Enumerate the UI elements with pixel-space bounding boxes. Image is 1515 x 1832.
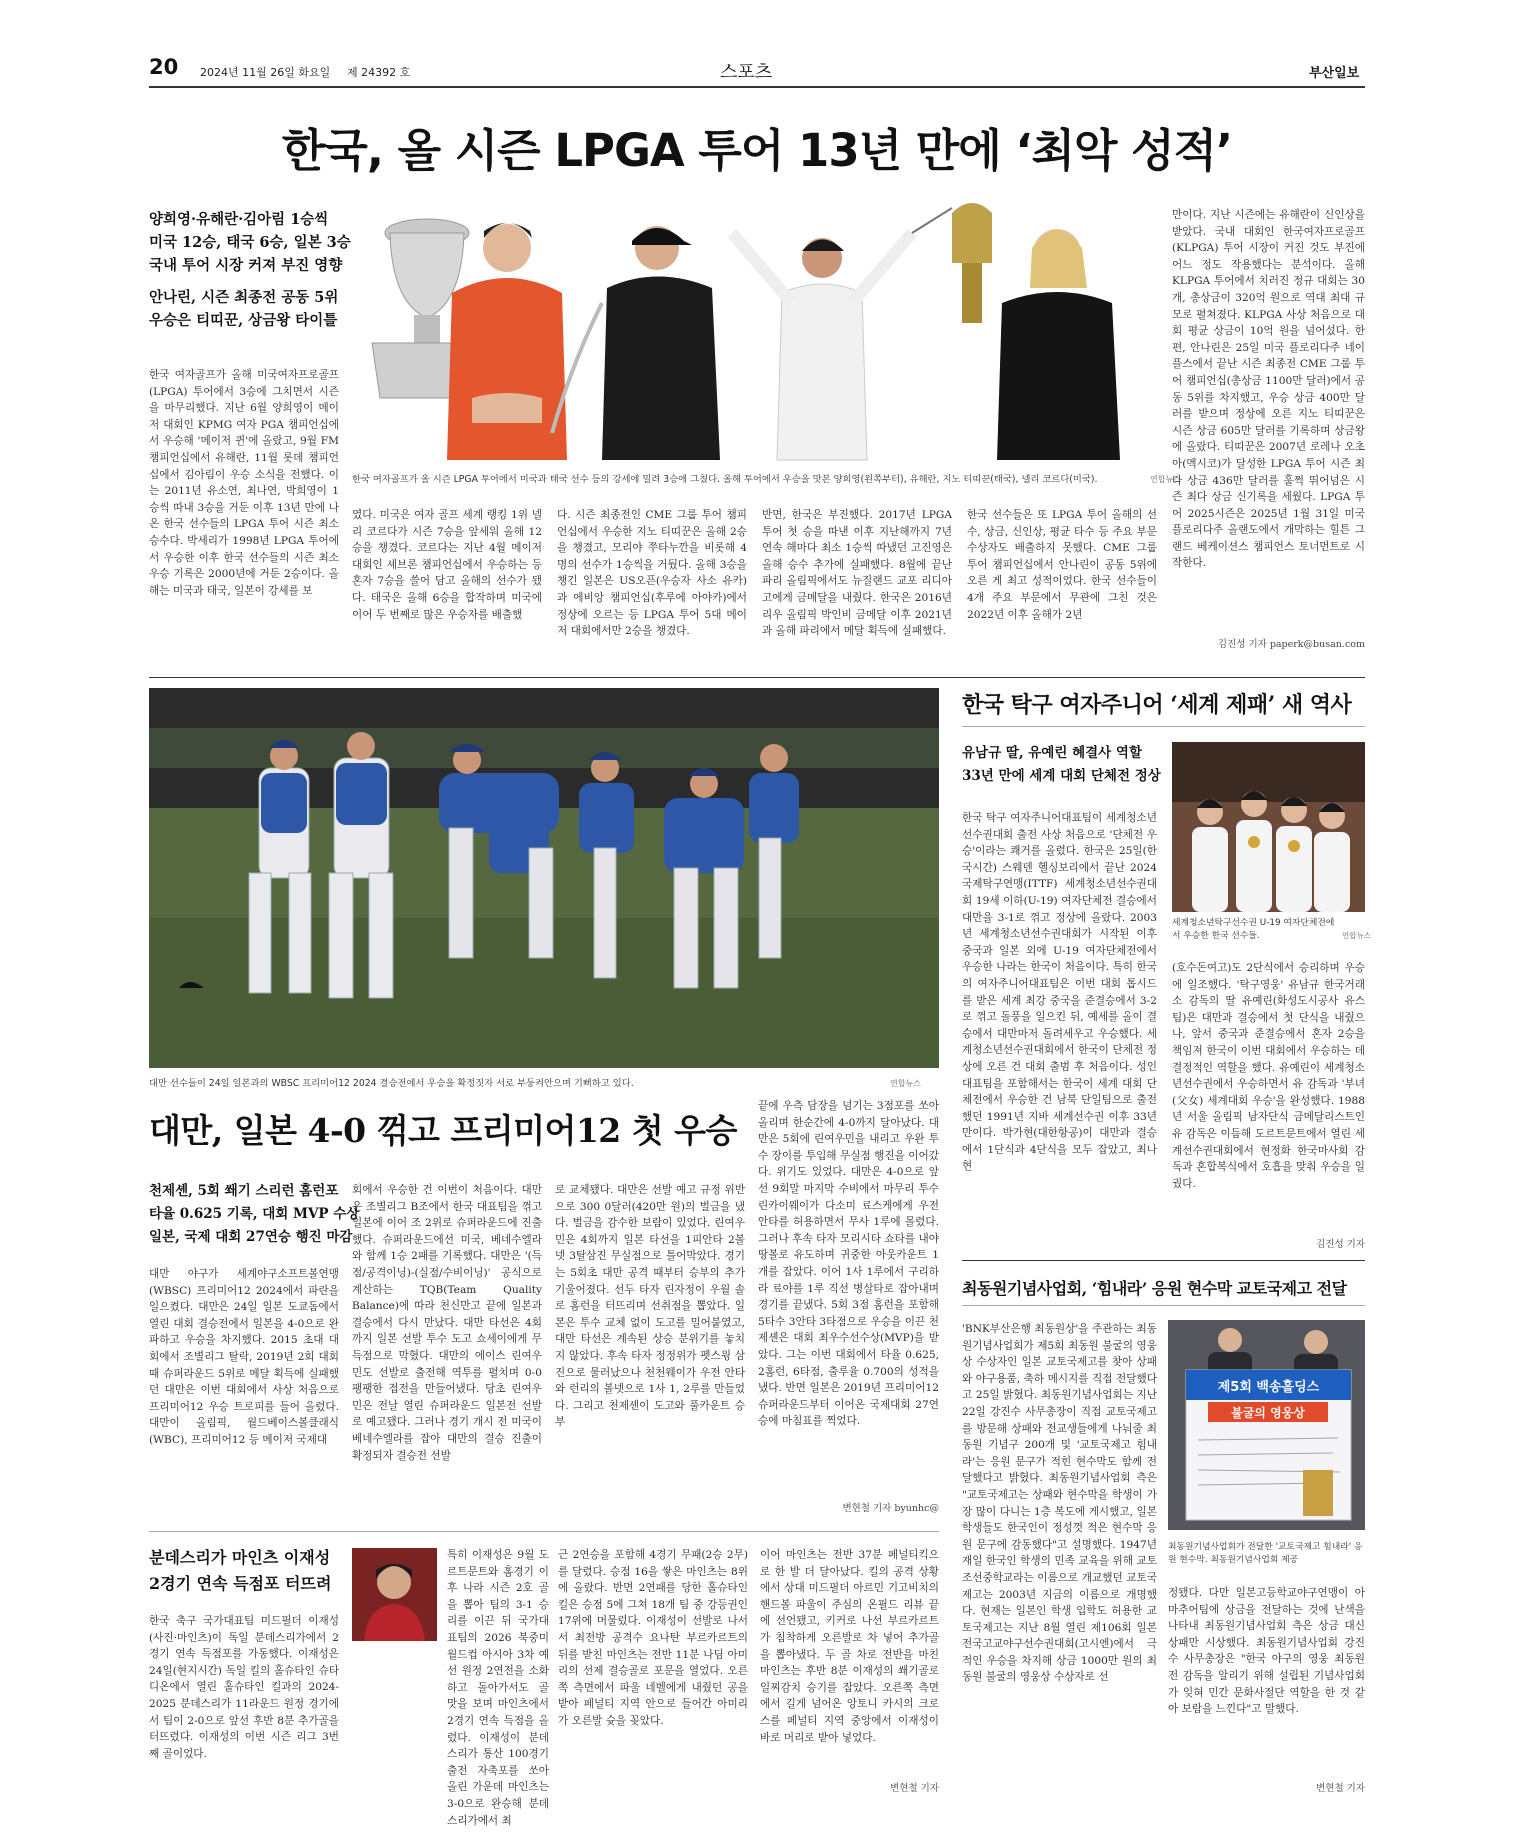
donation-headline: 최동원기념사업회, ‘힘내라’ 응원 현수막 교토국제고 전달 xyxy=(962,1279,1347,1298)
lpga-subhead: 국내 투어 시장 커져 부진 영향 xyxy=(149,257,343,274)
newspaper-name: 부산일보 xyxy=(1309,66,1360,81)
baseball-subhead: 일본, 국제 대회 27연승 행진 마감 xyxy=(149,1229,353,1245)
baseball-headline: 대만, 일본 4-0 꺾고 프리미어12 첫 우승 xyxy=(149,1111,737,1150)
soccer-top-rule xyxy=(149,1531,939,1532)
lpga-body-col5: 한국 선수들은 또 LPGA 투어 올해의 선수, 상금, 신인상, 평균 타수 등 주요 부문 수상자도 배출하지 못했다. CME 그룹 투어 챔피언십에서 안나린이 공동 5위에 오른 게 최고 성적이었다. 한국 선수들이 4개 주요 부문에서 무관에 그친 것은 2022년 이후 올해가 2년 xyxy=(967,509,1157,621)
soccer-player-photo xyxy=(352,1548,437,1641)
page-number: 20 xyxy=(149,55,179,79)
tabletennis-body-col1: 한국 탁구 여자주니어대표팀이 세계청소년선수권대회 출전 사상 처음으로 '단체전 우승'이라는 쾌거를 올렸다. 한국은 25일(한국시간) 스웨덴 헬싱보리에서 끝난 2024 국제탁구연맹(ITTF) 세계청소년선수권대회 19세 이하(U-19) 여자단체전 결승에서 대만을 3-1로 꺾고 정상에 올랐다. 2003년 세계청소년선수권대회가 시작된 이후 중국과 일본 외에 U-19 여자단체전에서 우승한 나라는 한국이 처음이다. 특히 한국의 여자주니어대표팀은 이번 대회 톱시드를 받은 세계 최강 중국을 준결승에서 3-2로 꺾고 돌풍을 일으킨 뒤, 예세를 올이 결승에서 대만마저 돌려세우고 우승했다. 세계청소년선수권대회에서 한국이 단체전 정상에 오른 건 대회 출범 후 처음이다. 성인 대표팀을 포함해서는 한국이 세계 대회 단체전에서 우승한 건 남북 단일팀으로 출전했던 1991년 지바 세계선수권 이후 33년 만이다. 박가현(대한항공)이 대만과 결승에서 1단식과 4단식을 모두 잡았고, 최나현 xyxy=(962,812,1157,1173)
tabletennis-subhead: 33년 만에 세계 대회 단체전 정상 xyxy=(962,768,1161,784)
tabletennis-headline: 한국 탁구 여자주니어 ‘세계 제패’ 새 역사 xyxy=(962,692,1352,718)
banner-title: 제5회 백송홀딩스 xyxy=(1217,1380,1320,1395)
banner-subtitle: 불굴의 영웅상 xyxy=(1231,1406,1305,1420)
soccer-headline-line1: 분데스리가 마인츠 이재성 xyxy=(149,1548,331,1567)
donation-caption-credit: 최동원기념사업회 제공 xyxy=(1210,1555,1299,1565)
lpga-caption-text: 한국 여자골프가 올 시즌 LPGA 투어에서 미국과 태국 선수 등의 강세에 밀려 3승에 그쳤다. 올해 투어에서 우승을 맛본 양희영(왼쪽부터), 유해란, 지노 티띠꾼(태국), 넬리 코르다(미국). xyxy=(352,474,1098,485)
masthead-rule xyxy=(149,86,1365,88)
baseball-body-col4: 끝에 우측 담장을 넘기는 3점포를 쏘아 올리며 한순간에 4-0까지 달아났다. 대만은 5회에 린여우민을 내리고 우완 투수 장이를 투입해 무실점 행진을 이어갔다. 위기도 있었다. 대만은 4-0으로 앞선 9회말 마지막 수비에서 마무리 투수 린카이웨이가 다소미 료스케에게 우전 안타를 허용하면서 무사 1루에 몰렸다. 그러나 후속 타자 모리시타 쇼타를 내야 땅볼로 유도하며 귀중한 아웃카운트 1개를 잡았다. 이어 1사 1루에서 구리하라 료야를 1루 직선 병살타로 잡아내며 경기를 끝냈다. 5회 3점 홈런을 포함해 5타수 3안타 3타점으로 우승을 이끈 천제셴은 대회 최우수선수상(MVP)을 받았다. 그는 이번 대회에서 타율 0.625, 2홈런, 6타점, 출루율 0.700의 성적을 냈다. 반면 일본은 2019년 프리미어12 슈퍼라운드부터 이어온 국제대회 27연승에 마침표를 찍었다. xyxy=(758,1100,939,1428)
tabletennis-rule xyxy=(962,726,1365,727)
baseball-body-col2: 회에서 우승한 건 이번이 처음이다. 대만은 조별리그 B조에서 한국 대표팀을 꺾고 일본에 이어 조 2위로 슈퍼라운드에 진출했다. 슈퍼라운드에선 미국, 베네수엘라와 함께 1승 2패를 기록했다. 대만은 '(득점/공격이닝)-(실점/수비이닝)' 공식으로 계산하는 TQB(Team Quality Balance)에 따라 천신만고 끝에 일본과 결승에서 다시 만났다. 대만 타선은 4회까지 일본 선발 투수 도고 쇼세이에게 무득점으로 막혔다. 대만의 에이스 린여우민도 선발로 출전해 역투를 펼치며 0-0 팽팽한 접전을 만들어냈다. 당초 린여우민은 전날 열린 슈퍼라운드 일본전 선발로 예고됐다. 그러나 경기 개시 전 미국이 베네수엘라를 잡아 대만의 결승 진출이 확정되자 결승전 선발 xyxy=(352,1184,542,1462)
soccer-body-col4: 이어 마인츠는 전반 37분 페널티킥으로 한 발 더 달아났다. 킬의 공격 상황에서 상대 미드필더 아르민 기고비치의 핸드볼 파울이 주심의 온필드 리뷰 끝에 선언됐고, 키커로 나선 부르카르트가 침착하게 오른발로 차 넣어 추가골을 뽑아냈다. 두 골 차로 전반을 마친 마인츠는 후반 8분 이재성의 쐐기골로 일찌감치 승기를 잡았다. 오른쪽 측면에서 길게 넘어온 앙토니 카시의 크로스를 페널티 지역 중앙에서 이재성이 바로 머리로 받아 넣었다. xyxy=(760,1549,939,1744)
donation-rule xyxy=(962,1305,1365,1306)
tabletennis-bottom-rule xyxy=(962,1260,1365,1261)
lpga-subhead: 우승은 티띠꾼, 상금왕 타이틀 xyxy=(149,312,338,329)
baseball-subhead: 천제셴, 5회 쐐기 스리런 홈런포 xyxy=(149,1183,339,1199)
baseball-body-col3: 로 교체됐다. 대만은 선발 예고 규정 위반으로 300 0달러(420만 원)의 벌금을 냈다. 벌금을 감수한 보람이 있었다. 린여우민은 4회까지 일본 타선을 1피안타 2볼넷 3탈삼진 무실점으로 틀어막았다. 경기는 5회초 대만 공격 때부터 승부의 추가 기울어졌다. 선두 타자 린자정이 우월 솔로 홈런을 터뜨리며 선취점을 뽑았다. 일본은 투수 교체 없이 도고를 밀어붙였고, 대만 타선은 계속된 상승 분위기를 놓치지 않았다. 후속 타자 정정위가 펫스윙 삼진으로 물러났으나 천천웨이가 우전 안타와 런리의 볼넷으로 1사 1, 2루를 만들었다. 그리고 천제셴이 도고와 풀카운트 승부 xyxy=(555,1184,745,1429)
tabletennis-body-col2: (호수돈여고)도 2단식에서 승리하며 우승에 일조했다. '탁구영웅' 유남규 한국거래소 감독의 딸 유예린(화성도시공사 유스팀)은 대만과 결승에서 첫 단식을 내줬으나, 앞서 중국과 준결승에서 혼자 2승을 책임져 한국이 이번 대회에서 우승하는 데 결정적인 역할을 했다. 유예린이 세계청소년선수권에서 우승하면서 유 감독과 '부녀(父女) 세계대회 우승'을 완성했다. 1988년 서울 올림픽 남자단식 금메달리스트인 유 감독은 이듬해 도르트문트에서 열린 세계선수권대회에서 현정화 한국마사회 감독과 혼합복식에서 호흡을 맞춰 우승을 일궜다. xyxy=(1172,962,1365,1190)
baseball-photo-credit: 연합뉴스 xyxy=(890,1079,921,1088)
tabletennis-photo-credit: 연합뉴스 xyxy=(1342,931,1371,940)
soccer-headline-line2: 2경기 연속 득점포 터뜨려 xyxy=(149,1574,332,1593)
soccer-body-col2: 특히 이재성은 9월 도르트문트와 홈경기 이후 나라 시즌 2호 골을 뽑아 팀의 3-1 승리를 이끈 뒤 국가대표팀의 2026 북중미 월드컵 아시아 3차 예선 원정 2연전을 소화하고 돌아가서도 골 맛을 보며 마인츠에서 2경기 연속 득점을 올렸다. 이재성이 분데스리가 통산 100경기 출전 자축포를 쏘아 올린 가운데 마인츠는 3-0으로 완승해 분데스리가에서 최 xyxy=(447,1549,549,1827)
baseball-subhead: 타율 0.625 기록, 대회 MVP 수상 xyxy=(149,1206,360,1222)
baseball-caption-text: 대만 선수들이 24일 일본과의 WBSC 프리미어12 2024 결승전에서 우승을 확정짓자 서로 부둥켜안으며 기뻐하고 있다. xyxy=(149,1078,634,1089)
tabletennis-byline: 김진성 기자 xyxy=(1316,1239,1365,1250)
lpga-body-col2: 였다. 미국은 여자 골프 세계 랭킹 1위 넬리 코르다가 시즌 7승을 앞세워 올해 12승을 챙겼다. 코르다는 지난 4월 메이저 대회인 셰브론 챔피언십에서 우승하는 등 혼자 7승을 쓸어 담고 올해의 선수가 됐다. 태국은 올해 6승을 합작하며 미국에 이어 두 번째로 많은 우승자를 배출했 xyxy=(352,509,542,621)
lpga-subhead: 양희영·유해란·김아림 1승씩 xyxy=(149,211,329,228)
soccer-byline: 변현철 기자 xyxy=(890,1783,939,1794)
lpga-body-col1: 한국 여자골프가 올해 미국여자프로골프(LPGA) 투어에서 3승에 그치면서 시즌을 마무리했다. 지난 6월 양희영이 메이저 대회인 KPMG 여자 PGA 챔피언십에서 우승해 '메이저 퀸'에 올랐고, 9월 FM 챔피언십에서 유해란, 11월 롯데 챔피언십에서 김아림이 우승 소식을 전했다. 이는 2011년 유소연, 최나연, 박희영이 1승씩 따내 3승을 거둔 이후 13년 만에 나온 한국 선수들의 LPGA 투어 시즌 최소 승수다. 박세리가 1998년 LPGA 투어에서 우승한 이후 한국 선수들의 시즌 최소 우승 기록은 2000년에 거둔 2승이다. 올해는 미국과 태국, 일본이 강세를 보 xyxy=(149,369,339,597)
donation-body-col2: 정됐다. 다만 일본고등학교야구연맹이 아마추어팀에 상금을 전달하는 것에 난색을 나타내 최동원기념사업회 측은 상금 대신 상패만 시상했다. 최동원기념사업회 강진수 사무총장은 "한국 야구의 영웅 최동원 전 감독을 알리기 위해 설립된 기념사업회가 잊혀 민간 문화사절단 역할을 한 것 같아 보람을 느낀다"고 말했다. xyxy=(1168,1587,1365,1716)
issue-date: 2024년 11월 26일 화요일 xyxy=(200,66,331,79)
lpga-body-col6: 만이다. 지난 시즌에는 유해란이 신인상을 받았다. 국내 대회인 한국여자프로골프(KLPGA) 투어 시장이 커진 것도 부진에 어느 정도 작용했다는 분석이다. 올해 KLPGA 투어에서 치러진 정규 대회는 30개, 총상금이 320억 원으로 역대 최대 규모로 펼쳐졌다. KLPGA 사상 처음으로 대회 평균 상금이 10억 원을 넘어섰다. 한편, 안나린은 25일 미국 플로리다주 네이플스에서 끝난 시즌 최종전 CME 그룹 투어 챔피언십(총상금 1100만 달러)에서 공동 5위를 차지했고, 우승 상금 400만 달러를 받으며 정상에 오른 지노 티띠꾼은 시즌 상금 605만 달러를 기록하며 상금왕에 올랐다. 티띠꾼은 2007년 로레나 오초아(멕시코)가 달성한 LPGA 투어 시즌 최다 상금 436만 달러를 훌쩍 뛰어넘은 시즌 최다 상금 신기록을 세웠다. LPGA 투어 2025시즌은 2025년 1월 31일 미국 플로리다주 올랜도에서 개막하는 힐튼 그랜드 베케이션스 챔피언스 토너먼트로 시작한다. xyxy=(1172,209,1365,570)
lpga-photo-caption xyxy=(352,473,1142,486)
lpga-subhead: 미국 12승, 태국 6승, 일본 3승 xyxy=(149,234,351,251)
donation-body-col1: 'BNK부산은행 최동원상'을 주관하는 최동원기념사업회가 제5회 최동원 불굴의 영웅상 수상자인 일본 교토국제고를 찾아 상패와 야구용품, 축하 메시지를 직접 전달했다고 25일 밝혔다. 최동원기념사업회는 지난 22일 강진수 사무총장이 직접 교토국제고를 방문해 상패와 전교생들에게 나눠줄 최동원 기념구 200개 및 '교토국제고 힘내라'는 응원 문구가 적힌 현수막도 함께 전달했다고 밝혔다. 최동원기념사업회 측은 "교토국제고는 상패와 현수막을 학생이 가장 많이 다니는 1층 복도에 게시했고, 일본 학생들도 한국인이 정성껏 적은 현수막 응원 문구에 감동했다"고 설명했다. 1947년 재일 한국인 학생의 민족 교육을 위해 교토조선중학교라는 이름으로 개교했던 교토국제고는 2003년 지금의 이름으로 개명했다. 현재는 일본인 학생 입학도 허용한 교토국제고는 지난 8월 열린 제106회 일본 전국고교야구선수권대회(고시엔)에서 극적인 우승을 차지해 상금 1000만 원의 최동원 불굴의 영웅상 수상자로 선 xyxy=(962,1323,1157,1684)
lpga-photo xyxy=(352,193,1182,460)
lpga-bottom-rule xyxy=(149,677,1365,678)
tabletennis-caption-text: 세계청소년탁구선수권 U-19 여자단체전에서 우승한 한국 선수들. xyxy=(1172,918,1335,941)
tabletennis-photo-caption xyxy=(1172,917,1342,943)
issue-number: 제 24392 호 xyxy=(347,66,411,79)
donation-photo-caption xyxy=(1168,1541,1365,1567)
lpga-headline: 한국, 올 시즌 LPGA 투어 13년 만에 ‘최악 성적’ xyxy=(281,124,1233,177)
soccer-body-col1: 한국 축구 국가대표팀 미드필더 이재성(사진·마인츠)이 독일 분데스리가에서 2경기 연속 득점포를 가동했다. 이재성은 24일(현지시간) 독일 킬의 홀슈타인 슈타디온에서 열린 홀슈타인 킬과의 2024-2025 분데스리가 11라운드 원정 경기에서 팀이 2-0으로 앞선 후반 8분 추가골을 터뜨렸다. 이재성의 이번 시즌 리그 3번째 골이었다. xyxy=(149,1615,339,1760)
baseball-byline: 변현철 기자 byunhc@ xyxy=(842,1503,939,1514)
donation-photo xyxy=(1168,1320,1365,1530)
baseball-photo xyxy=(149,688,939,1068)
tabletennis-subhead: 유남규 딸, 유예린 혜결사 역할 xyxy=(962,745,1142,761)
lpga-byline: 김진성 기자 paperk@busan.com xyxy=(1217,639,1365,650)
donation-caption-text: 최동원기념사업회가 전달한 '교토국제고 힘내라' 응원 현수막. xyxy=(1168,1542,1363,1565)
section-name: 스포츠 xyxy=(720,62,773,83)
lpga-body-col3: 다. 시즌 최종전인 CME 그룹 투어 챔피언십에서 우승한 지노 티띠꾼은 올해 2승을 챙겼고, 모리야 쭈타누깐을 비롯해 4명의 선수가 1승씩을 거뒀다. 올해 3승을 챙긴 일본은 US오픈(우승자 사소 유카)과 에비앙 챔피언십(후루에 아야카)에서 정상에 오르는 등 LPGA 투어 5대 메이저 대회에서만 2승을 챙겼다. xyxy=(557,509,747,638)
baseball-photo-caption xyxy=(149,1077,889,1090)
tabletennis-photo xyxy=(1172,742,1365,912)
baseball-body-col1: 대만 야구가 세계야구소프트볼연맹(WBSC) 프리미어12 2024에서 파란을 일으켰다. 대만은 24일 일본 도쿄돔에서 열린 대회 결승전에서 일본을 4-0으로 완파하고 우승을 차지했다. 2015 초대 대회에서 조별리그 탈락, 2019년 2회 대회 때 슈퍼라운드 5위로 메달 획득에 실패했던 대만은 이번 대회에서 사상 처음으로 프리미어12 우승 트로피를 들어 올렸다. 대만이 올림픽, 월드베이스볼클래식(WBC), 프리미어12 등 메이저 국제대 xyxy=(149,1268,339,1446)
lpga-subhead: 안나린, 시즌 최종전 공동 5위 xyxy=(149,289,339,306)
soccer-body-col3: 근 2연승을 포함해 4경기 무패(2승 2무)를 달렸다. 승점 16을 쌓은 마인츠는 8위에 올랐다. 반면 2연패를 당한 홀슈타인 킬은 승점 5에 그쳐 18개 팀 중 강등권인 17위에 머물렀다. 이재성이 선발로 나서서 최전방 공격수 요나탄 부르카르트의 뒤를 받친 마인츠는 전반 11분 나딤 아미리의 선제 결승골로 포문을 열었다. 오른쪽 측면에서 파울 네벨에게 내줬던 공을 받아 페널티 지역 안으로 들어간 아미리가 오른발 슛을 꽂았다. xyxy=(558,1549,748,1727)
donation-byline: 변현철 기자 xyxy=(1316,1783,1365,1794)
lpga-photo-credit: 연합뉴스 xyxy=(1150,475,1181,484)
lpga-body-col4: 반면, 한국은 부진했다. 2017년 LPGA 투어 첫 승을 따낸 이후 지난해까지 7년 연속 해마다 최소 1승씩 따냈던 고진영은 올해 승수 추가에 실패했다. 8월에 끝난 파리 올림픽에서도 뉴질랜드 교포 리디아 고에게 금메달을 내줬다. 한국은 2016년 리우 올림픽 박인비 금메달 이후 2021년과 올해 파리에서 메달 획득에 실패했다. xyxy=(762,509,952,638)
